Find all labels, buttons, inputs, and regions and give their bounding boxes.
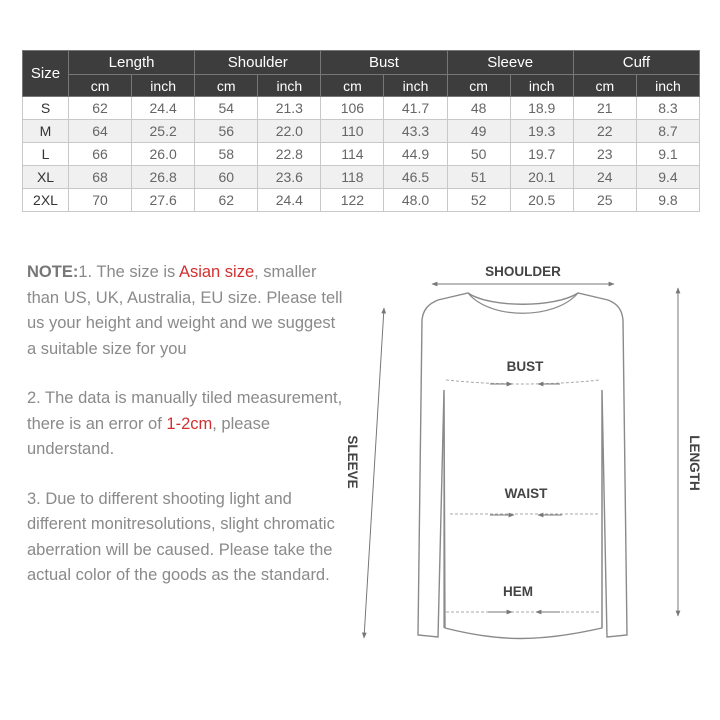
measurement-cell: 48.0 [384,189,447,212]
note-1: NOTE:1. The size is Asian size, smaller than US, UK, Australia, EU size. Please tell us your height and weight and we suggest a suitable size for you [27,263,343,358]
measurement-cell: 25.2 [132,120,195,143]
measurement-cell: 21 [573,97,636,120]
measurement-cell: 24.4 [132,97,195,120]
measurement-cell: 20.1 [510,166,573,189]
measurement-cell: 68 [69,166,132,189]
measurement-cell: 118 [321,166,384,189]
measurement-cell: 22.8 [258,143,321,166]
size-chart-table [22,50,700,212]
unit-header: inch [636,75,699,97]
hem-label: HEM [503,584,533,599]
asian-size-highlight: Asian size [178,263,255,281]
measurement-cell: 114 [321,143,384,166]
notes-section [27,260,347,613]
table-row [23,97,700,120]
table-row [23,120,700,143]
group-header-bust: Bust [321,51,447,75]
size-header: Size [23,51,69,97]
measurement-cell: 25 [573,189,636,212]
measurement-cell: 52 [447,189,510,212]
unit-header: cm [447,75,510,97]
sleeve-label: SLEEVE [345,435,360,489]
error-range-highlight: 1-2cm [166,414,213,433]
measurement-cell: 24.4 [258,189,321,212]
measurement-cell: 106 [321,97,384,120]
unit-header: inch [510,75,573,97]
measurement-cell: 56 [195,120,258,143]
measurement-cell: 43.3 [384,120,447,143]
measurement-cell: 54 [195,97,258,120]
sleeve-arrow [364,308,384,638]
unit-header: inch [132,75,195,97]
measurement-cell: 19.7 [510,143,573,166]
measurement-cell: 26.0 [132,143,195,166]
measurement-cell: 49 [447,120,510,143]
measurement-cell: 23 [573,143,636,166]
measurement-cell: 60 [195,166,258,189]
measurement-cell: 8.7 [636,120,699,143]
measurement-cell: 58 [195,143,258,166]
unit-header: inch [384,75,447,97]
table-row [23,166,700,189]
measurement-cell: 19.3 [510,120,573,143]
measurement-cell: 50 [447,143,510,166]
measurement-cell: 8.3 [636,97,699,120]
unit-header: cm [69,75,132,97]
length-label: LENGTH [687,435,702,491]
measurement-cell: 23.6 [258,166,321,189]
unit-header: cm [573,75,636,97]
measurement-cell: 9.1 [636,143,699,166]
unit-header: cm [195,75,258,97]
note-2: 2. The data is manually tiled measurement, there is an error of 1-2cm, please understand. [27,389,343,458]
measurement-cell: 64 [69,120,132,143]
group-header-sleeve: Sleeve [447,51,573,75]
measurement-cell: 18.9 [510,97,573,120]
unit-header: inch [258,75,321,97]
measurement-cell: 9.8 [636,189,699,212]
measurement-cell: 22 [573,120,636,143]
collar-line [468,293,578,313]
group-header-cuff: Cuff [573,51,699,75]
group-header-length: Length [69,51,195,75]
measurement-cell: 41.7 [384,97,447,120]
measurement-cell: 51 [447,166,510,189]
measurement-cell: 48 [447,97,510,120]
measurement-cell: 70 [69,189,132,212]
measurement-cell: 21.3 [258,97,321,120]
table-row [23,143,700,166]
measurement-cell: 44.9 [384,143,447,166]
measurement-cell: 46.5 [384,166,447,189]
size-cell: L [23,143,69,166]
measurement-cell: 62 [195,189,258,212]
unit-header: cm [321,75,384,97]
measurement-cell: 22.0 [258,120,321,143]
measurement-cell: 122 [321,189,384,212]
size-cell: 2XL [23,189,69,212]
measurement-cell: 26.8 [132,166,195,189]
measurement-cell: 24 [573,166,636,189]
garment-measurement-diagram [340,250,710,650]
size-cell: XL [23,166,69,189]
group-header-shoulder: Shoulder [195,51,321,75]
measurement-cell: 20.5 [510,189,573,212]
note-label: NOTE: [27,263,79,281]
size-cell: S [23,97,69,120]
shoulder-label: SHOULDER [485,264,561,279]
measurement-cell: 66 [69,143,132,166]
bust-label: BUST [506,359,544,374]
size-cell: M [23,120,69,143]
measurement-cell: 110 [321,120,384,143]
waist-label: WAIST [504,486,548,501]
measurement-cell: 62 [69,97,132,120]
measurement-cell: 27.6 [132,189,195,212]
measurement-cell: 9.4 [636,166,699,189]
note-3: 3. Due to different shooting light and different monitresolutions, slight chromatic aberration will be caused. Please take the actual color of the goods as the standard. [27,489,335,584]
table-row [23,189,700,212]
